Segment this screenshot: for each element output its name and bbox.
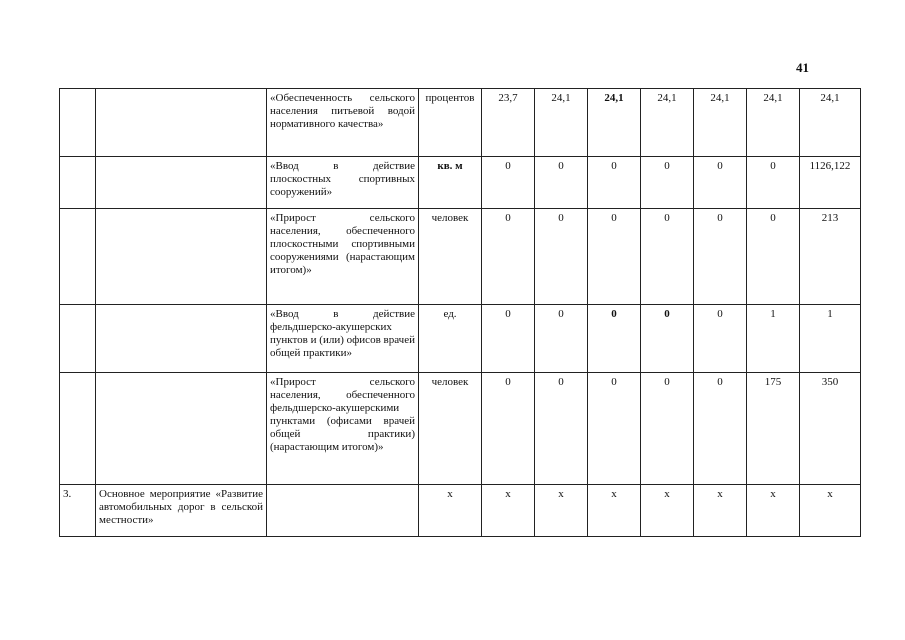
activity-cell: [96, 157, 267, 209]
indicator-name-cell: [267, 485, 419, 537]
value-cell: 23,7: [482, 89, 535, 157]
row-number-cell: [60, 305, 96, 373]
value-cell: 24,1: [694, 89, 747, 157]
unit-cell: человек: [419, 373, 482, 485]
value-cell: 0: [588, 209, 641, 305]
row-number-cell: [60, 157, 96, 209]
value-cell: 175: [747, 373, 800, 485]
value-cell: 0: [694, 157, 747, 209]
value-cell: 24,1: [747, 89, 800, 157]
activity-cell: [96, 305, 267, 373]
value-cell: 1: [800, 305, 861, 373]
value-cell: 0: [482, 209, 535, 305]
value-cell: 0: [535, 373, 588, 485]
row-number-cell: [60, 89, 96, 157]
indicator-name-cell: «Обеспеченность сельского населения питьевой водой нормативного качества»: [267, 89, 419, 157]
value-cell: х: [747, 485, 800, 537]
value-cell: 0: [641, 305, 694, 373]
value-cell: 0: [535, 209, 588, 305]
activity-cell: [96, 373, 267, 485]
table-row: [60, 485, 861, 537]
value-cell: 0: [535, 157, 588, 209]
value-cell: 0: [694, 305, 747, 373]
value-cell: 350: [800, 373, 861, 485]
row-number-cell: [60, 209, 96, 305]
indicators-table: [59, 88, 861, 537]
value-cell: 0: [482, 157, 535, 209]
value-cell: 0: [694, 209, 747, 305]
indicator-name-cell: «Прирост сельского населения, обеспеченного плоскостными спортивными сооружениями (нарастающим итогом)»: [267, 209, 419, 305]
value-cell: 213: [800, 209, 861, 305]
table-row: [60, 89, 861, 157]
page-number: 41: [796, 60, 809, 75]
unit-cell: х: [419, 485, 482, 537]
activity-cell: [96, 89, 267, 157]
row-number-cell: [60, 373, 96, 485]
value-cell: 0: [641, 373, 694, 485]
value-cell: 0: [535, 305, 588, 373]
value-cell: х: [800, 485, 861, 537]
value-cell: х: [694, 485, 747, 537]
table-body: [60, 89, 861, 537]
value-cell: 24,1: [641, 89, 694, 157]
value-cell: 0: [747, 157, 800, 209]
indicator-name-cell: «Ввод в действие плоскостных спортивных сооружений»: [267, 157, 419, 209]
value-cell: 0: [482, 373, 535, 485]
value-cell: 0: [694, 373, 747, 485]
indicator-name-cell: «Ввод в действие фельдшерско-акушерских пунктов и (или) офисов врачей общей практики»: [267, 305, 419, 373]
value-cell: х: [641, 485, 694, 537]
activity-cell: Основное мероприятие «Развитие автомобильных дорог в сельской местности»: [96, 485, 267, 537]
indicator-name-cell: «Прирост сельского населения, обеспеченного фельдшерско-акушерскими пунктами (офисами врачей общей практики) (нарастающим итогом)»: [267, 373, 419, 485]
value-cell: 0: [588, 157, 641, 209]
value-cell: 0: [588, 373, 641, 485]
value-cell: 0: [641, 157, 694, 209]
table-row: [60, 209, 861, 305]
value-cell: 0: [588, 305, 641, 373]
value-cell: 24,1: [800, 89, 861, 157]
value-cell: 0: [747, 209, 800, 305]
unit-cell: кв. м: [419, 157, 482, 209]
value-cell: 1126,122: [800, 157, 861, 209]
value-cell: 24,1: [535, 89, 588, 157]
table-row: [60, 305, 861, 373]
value-cell: х: [482, 485, 535, 537]
value-cell: 24,1: [588, 89, 641, 157]
unit-cell: ед.: [419, 305, 482, 373]
value-cell: 0: [482, 305, 535, 373]
value-cell: х: [535, 485, 588, 537]
unit-cell: процентов: [419, 89, 482, 157]
unit-cell: человек: [419, 209, 482, 305]
table-row: [60, 373, 861, 485]
activity-cell: [96, 209, 267, 305]
row-number-cell: 3.: [60, 485, 96, 537]
value-cell: х: [588, 485, 641, 537]
value-cell: 1: [747, 305, 800, 373]
value-cell: 0: [641, 209, 694, 305]
table-row: [60, 157, 861, 209]
